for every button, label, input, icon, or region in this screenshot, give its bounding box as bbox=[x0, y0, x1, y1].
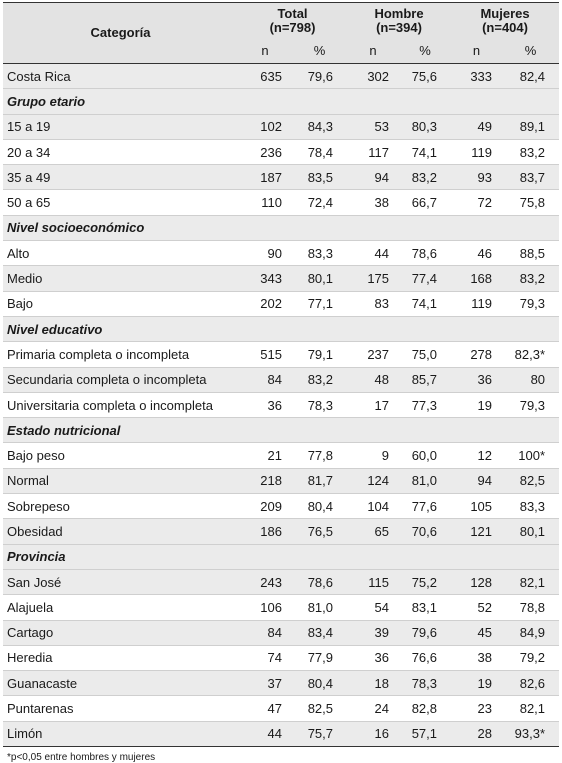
cell-n: 236 bbox=[238, 139, 292, 164]
cell-n: 45 bbox=[451, 620, 502, 645]
cell-pct: 70,6 bbox=[399, 519, 451, 544]
row-label: Alto bbox=[3, 241, 238, 266]
cell-n: 93 bbox=[451, 165, 502, 190]
cell-pct: 85,7 bbox=[399, 367, 451, 392]
row-label: Bajo peso bbox=[3, 443, 238, 468]
cell-pct: 82,1 bbox=[502, 569, 559, 594]
cell-n: 36 bbox=[451, 367, 502, 392]
cell-pct: 78,3 bbox=[399, 671, 451, 696]
cell-pct: 80,1 bbox=[292, 266, 347, 291]
table-row bbox=[3, 367, 559, 392]
cell-pct: 81,0 bbox=[399, 468, 451, 493]
table-row bbox=[3, 165, 559, 190]
cell-n: 302 bbox=[347, 64, 399, 89]
cell-n: 106 bbox=[238, 595, 292, 620]
table-row bbox=[3, 139, 559, 164]
cell-pct: 78,6 bbox=[399, 241, 451, 266]
cell-pct: 72,4 bbox=[292, 190, 347, 215]
cell-n: 28 bbox=[451, 721, 502, 746]
table-row bbox=[3, 645, 559, 670]
header-pct: % bbox=[399, 38, 451, 64]
cell-pct: 88,5 bbox=[502, 241, 559, 266]
cell-n: 36 bbox=[238, 392, 292, 417]
cell-n: 104 bbox=[347, 494, 399, 519]
section-title: Nivel socioeconómico bbox=[3, 215, 559, 240]
cell-pct: 78,3 bbox=[292, 392, 347, 417]
cell-n: 119 bbox=[451, 139, 502, 164]
cell-pct: 84,3 bbox=[292, 114, 347, 139]
table-body bbox=[3, 64, 559, 747]
section-title: Grupo etario bbox=[3, 89, 559, 114]
cell-n: 105 bbox=[451, 494, 502, 519]
cell-pct: 82,5 bbox=[502, 468, 559, 493]
cell-pct: 83,4 bbox=[292, 620, 347, 645]
cell-n: 119 bbox=[451, 291, 502, 316]
table-row bbox=[3, 241, 559, 266]
cell-pct: 78,8 bbox=[502, 595, 559, 620]
header-n: n bbox=[451, 38, 502, 64]
cell-n: 9 bbox=[347, 443, 399, 468]
cell-pct: 77,6 bbox=[399, 494, 451, 519]
cell-pct: 82,5 bbox=[292, 696, 347, 721]
cell-n: 17 bbox=[347, 392, 399, 417]
cell-n: 44 bbox=[347, 241, 399, 266]
cell-n: 37 bbox=[238, 671, 292, 696]
section-title: Nivel educativo bbox=[3, 316, 559, 341]
cell-n: 333 bbox=[451, 64, 502, 89]
table-row bbox=[3, 291, 559, 316]
row-label: Costa Rica bbox=[3, 64, 238, 89]
cell-pct: 60,0 bbox=[399, 443, 451, 468]
header-group-hombre bbox=[347, 3, 451, 39]
table-row bbox=[3, 114, 559, 139]
data-table bbox=[3, 2, 559, 747]
section-header-row bbox=[3, 544, 559, 569]
header-pct: % bbox=[502, 38, 559, 64]
header-n: n bbox=[347, 38, 399, 64]
cell-pct: 89,1 bbox=[502, 114, 559, 139]
row-label: 35 a 49 bbox=[3, 165, 238, 190]
cell-n: 186 bbox=[238, 519, 292, 544]
cell-n: 84 bbox=[238, 367, 292, 392]
row-label: Universitaria completa o incompleta bbox=[3, 392, 238, 417]
cell-pct: 82,4 bbox=[502, 64, 559, 89]
row-label: Medio bbox=[3, 266, 238, 291]
row-label: 15 a 19 bbox=[3, 114, 238, 139]
cell-n: 48 bbox=[347, 367, 399, 392]
header-group-mujeres bbox=[451, 3, 559, 39]
cell-pct: 79,3 bbox=[502, 291, 559, 316]
section-header-row bbox=[3, 418, 559, 443]
cell-pct: 82,6 bbox=[502, 671, 559, 696]
cell-n: 121 bbox=[451, 519, 502, 544]
cell-n: 36 bbox=[347, 645, 399, 670]
cell-n: 19 bbox=[451, 392, 502, 417]
row-label: Puntarenas bbox=[3, 696, 238, 721]
cell-pct: 74,1 bbox=[399, 139, 451, 164]
table-row bbox=[3, 620, 559, 645]
cell-pct: 66,7 bbox=[399, 190, 451, 215]
cell-n: 237 bbox=[347, 342, 399, 367]
cell-n: 47 bbox=[238, 696, 292, 721]
cell-n: 202 bbox=[238, 291, 292, 316]
cell-pct: 80,3 bbox=[399, 114, 451, 139]
cell-pct: 83,1 bbox=[399, 595, 451, 620]
cell-n: 115 bbox=[347, 569, 399, 594]
cell-n: 39 bbox=[347, 620, 399, 645]
cell-pct: 75,6 bbox=[399, 64, 451, 89]
cell-n: 16 bbox=[347, 721, 399, 746]
cell-n: 53 bbox=[347, 114, 399, 139]
cell-n: 343 bbox=[238, 266, 292, 291]
row-label: Bajo bbox=[3, 291, 238, 316]
cell-pct: 82,3* bbox=[502, 342, 559, 367]
cell-pct: 77,1 bbox=[292, 291, 347, 316]
cell-n: 209 bbox=[238, 494, 292, 519]
cell-pct: 79,3 bbox=[502, 392, 559, 417]
table-row bbox=[3, 721, 559, 746]
cell-pct: 80,4 bbox=[292, 494, 347, 519]
row-label: San José bbox=[3, 569, 238, 594]
row-label: Primaria completa o incompleta bbox=[3, 342, 238, 367]
cell-pct: 81,7 bbox=[292, 468, 347, 493]
group-sub: (n=404) bbox=[482, 19, 528, 35]
cell-pct: 77,3 bbox=[399, 392, 451, 417]
cell-pct: 77,4 bbox=[399, 266, 451, 291]
cell-n: 23 bbox=[451, 696, 502, 721]
cell-n: 84 bbox=[238, 620, 292, 645]
cell-n: 218 bbox=[238, 468, 292, 493]
cell-n: 243 bbox=[238, 569, 292, 594]
header-categoria: Categoría bbox=[3, 3, 238, 64]
cell-n: 24 bbox=[347, 696, 399, 721]
cell-pct: 83,3 bbox=[292, 241, 347, 266]
cell-pct: 77,9 bbox=[292, 645, 347, 670]
table-row bbox=[3, 569, 559, 594]
cell-pct: 76,5 bbox=[292, 519, 347, 544]
cell-n: 52 bbox=[451, 595, 502, 620]
cell-pct: 75,2 bbox=[399, 569, 451, 594]
cell-n: 72 bbox=[451, 190, 502, 215]
cell-n: 515 bbox=[238, 342, 292, 367]
cell-pct: 81,0 bbox=[292, 595, 347, 620]
cell-pct: 79,6 bbox=[292, 64, 347, 89]
section-title: Estado nutricional bbox=[3, 418, 559, 443]
footnote: *p<0,05 entre hombres y mujeres bbox=[7, 752, 156, 763]
cell-n: 175 bbox=[347, 266, 399, 291]
table-row bbox=[3, 519, 559, 544]
cell-n: 102 bbox=[238, 114, 292, 139]
cell-n: 94 bbox=[347, 165, 399, 190]
cell-pct: 83,5 bbox=[292, 165, 347, 190]
cell-pct: 93,3* bbox=[502, 721, 559, 746]
cell-n: 168 bbox=[451, 266, 502, 291]
cell-pct: 79,1 bbox=[292, 342, 347, 367]
cell-pct: 74,1 bbox=[399, 291, 451, 316]
header-group-total bbox=[238, 3, 347, 39]
cell-pct: 76,6 bbox=[399, 645, 451, 670]
cell-pct: 78,4 bbox=[292, 139, 347, 164]
cell-n: 124 bbox=[347, 468, 399, 493]
cell-pct: 83,2 bbox=[502, 266, 559, 291]
header-row-groups bbox=[3, 3, 559, 39]
header-pct: % bbox=[292, 38, 347, 64]
group-title: Hombre bbox=[374, 5, 424, 21]
table-row bbox=[3, 443, 559, 468]
cell-pct: 80,4 bbox=[292, 671, 347, 696]
cell-pct: 80,1 bbox=[502, 519, 559, 544]
cell-pct: 80 bbox=[502, 367, 559, 392]
cell-pct: 83,2 bbox=[292, 367, 347, 392]
row-label: Cartago bbox=[3, 620, 238, 645]
section-header-row bbox=[3, 89, 559, 114]
cell-n: 117 bbox=[347, 139, 399, 164]
row-label: Limón bbox=[3, 721, 238, 746]
cell-n: 83 bbox=[347, 291, 399, 316]
table-row bbox=[3, 671, 559, 696]
row-label: 20 a 34 bbox=[3, 139, 238, 164]
table-row bbox=[3, 595, 559, 620]
table-row bbox=[3, 342, 559, 367]
cell-n: 90 bbox=[238, 241, 292, 266]
cell-pct: 83,2 bbox=[502, 139, 559, 164]
row-label: 50 a 65 bbox=[3, 190, 238, 215]
cell-n: 12 bbox=[451, 443, 502, 468]
table-row bbox=[3, 696, 559, 721]
cell-pct: 82,8 bbox=[399, 696, 451, 721]
section-header-row bbox=[3, 215, 559, 240]
cell-n: 128 bbox=[451, 569, 502, 594]
cell-pct: 84,9 bbox=[502, 620, 559, 645]
header-n: n bbox=[238, 38, 292, 64]
cell-n: 44 bbox=[238, 721, 292, 746]
cell-pct: 75,7 bbox=[292, 721, 347, 746]
group-sub: (n=394) bbox=[376, 19, 422, 35]
data-table-container bbox=[3, 2, 559, 763]
cell-n: 187 bbox=[238, 165, 292, 190]
cell-pct: 57,1 bbox=[399, 721, 451, 746]
cell-pct: 82,1 bbox=[502, 696, 559, 721]
cell-n: 46 bbox=[451, 241, 502, 266]
cell-pct: 83,2 bbox=[399, 165, 451, 190]
cell-pct: 79,2 bbox=[502, 645, 559, 670]
cell-n: 21 bbox=[238, 443, 292, 468]
cell-n: 18 bbox=[347, 671, 399, 696]
table-row bbox=[3, 64, 559, 89]
cell-n: 38 bbox=[451, 645, 502, 670]
row-label: Guanacaste bbox=[3, 671, 238, 696]
cell-pct: 100* bbox=[502, 443, 559, 468]
cell-n: 38 bbox=[347, 190, 399, 215]
cell-n: 49 bbox=[451, 114, 502, 139]
table-row bbox=[3, 468, 559, 493]
cell-n: 635 bbox=[238, 64, 292, 89]
row-label: Normal bbox=[3, 468, 238, 493]
group-title: Total bbox=[277, 5, 308, 21]
cell-pct: 75,8 bbox=[502, 190, 559, 215]
section-title: Provincia bbox=[3, 544, 559, 569]
row-label: Alajuela bbox=[3, 595, 238, 620]
row-label: Secundaria completa o incompleta bbox=[3, 367, 238, 392]
cell-pct: 83,3 bbox=[502, 494, 559, 519]
cell-pct: 77,8 bbox=[292, 443, 347, 468]
row-label: Obesidad bbox=[3, 519, 238, 544]
cell-n: 19 bbox=[451, 671, 502, 696]
row-label: Sobrepeso bbox=[3, 494, 238, 519]
table-row bbox=[3, 392, 559, 417]
cell-n: 54 bbox=[347, 595, 399, 620]
cell-n: 94 bbox=[451, 468, 502, 493]
cell-n: 278 bbox=[451, 342, 502, 367]
cell-pct: 75,0 bbox=[399, 342, 451, 367]
cell-pct: 79,6 bbox=[399, 620, 451, 645]
cell-n: 110 bbox=[238, 190, 292, 215]
cell-n: 65 bbox=[347, 519, 399, 544]
table-row bbox=[3, 190, 559, 215]
cell-pct: 78,6 bbox=[292, 569, 347, 594]
cell-pct: 83,7 bbox=[502, 165, 559, 190]
group-sub: (n=798) bbox=[269, 19, 316, 35]
table-row bbox=[3, 266, 559, 291]
group-title: Mujeres bbox=[480, 5, 530, 21]
cell-n: 74 bbox=[238, 645, 292, 670]
section-header-row bbox=[3, 316, 559, 341]
row-label: Heredia bbox=[3, 645, 238, 670]
table-row bbox=[3, 494, 559, 519]
